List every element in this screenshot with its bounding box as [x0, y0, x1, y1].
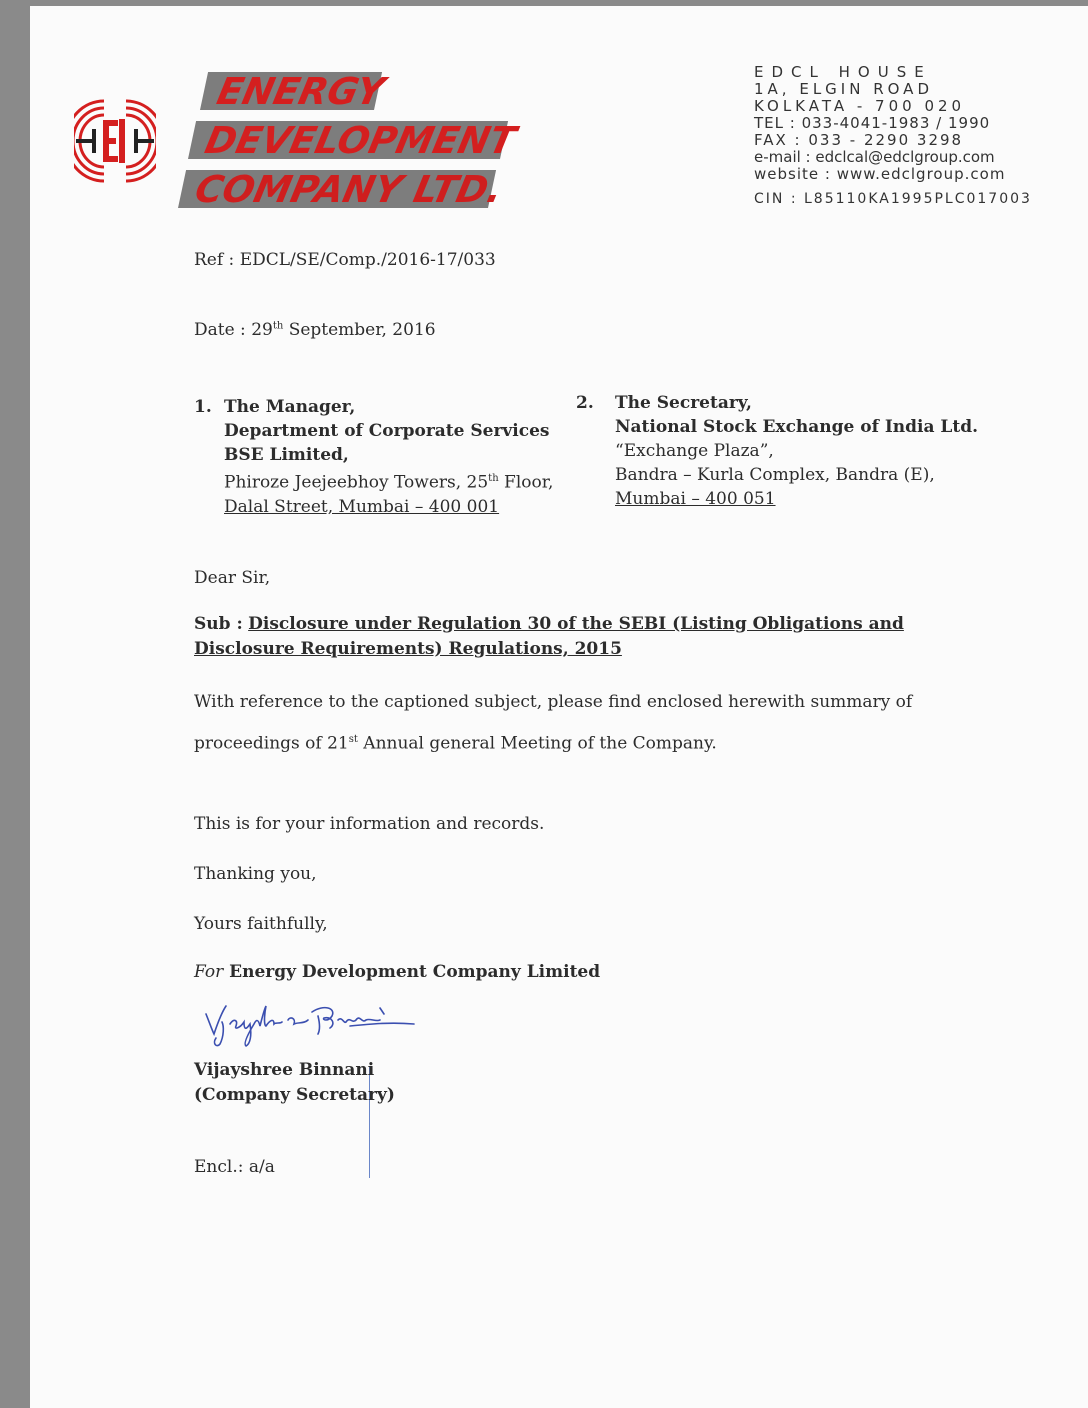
- company-logo-icon: [74, 93, 156, 189]
- recipient-city: Mumbai – 400 051: [615, 489, 776, 509]
- recipient-department: Department of Corporate Services: [224, 421, 550, 441]
- address-email: e-mail : edclcal@edclgroup.com: [754, 148, 995, 166]
- recipient-city: Dalal Street, Mumbai – 400 001: [224, 496, 500, 517]
- thanks-line: Thanking you,: [194, 864, 317, 884]
- subject-text: Disclosure under Regulation 30 of the SEBI (Listing Obligations and Disclosure Requirements) Regulations, 2015: [194, 614, 904, 659]
- recipient-org: BSE Limited,: [224, 445, 349, 465]
- recipient-address-line: Bandra – Kurla Complex, Bandra (E),: [615, 465, 935, 485]
- body-paragraph: With reference to the captioned subject, please find enclosed herewith summary of proceedings of 21st Annual general Meeting of the Company.: [194, 692, 913, 754]
- recipient-building: “Exchange Plaza”,: [615, 441, 774, 461]
- recipient-title: The Secretary,: [615, 393, 752, 413]
- signatory-title: (Company Secretary): [194, 1085, 395, 1105]
- company-name-banner-1: ENERGY: [200, 72, 382, 110]
- address-cin: CIN : L85110KA1995PLC017003: [754, 191, 1032, 207]
- signature-image: [200, 1000, 440, 1048]
- recipient-number: 2.: [576, 393, 594, 413]
- for-company: For Energy Development Company Limited: [194, 962, 601, 982]
- address-tel: TEL : 033-4041-1983 / 1990: [754, 114, 991, 132]
- recipient-address-line: Phiroze Jeejeebhoy Towers, 25th Floor,: [224, 472, 554, 493]
- subject-line: [194, 612, 950, 662]
- company-name-banner-3: COMPANY LTD.: [178, 170, 496, 208]
- letter-date: Date : 29th September, 2016: [194, 320, 436, 340]
- recipient-org: National Stock Exchange of India Ltd.: [615, 417, 979, 437]
- signature-stroke-line: [369, 1066, 370, 1178]
- company-name-banner-2: DEVELOPMENT: [188, 121, 508, 159]
- closing-line: Yours faithfully,: [194, 914, 328, 934]
- letterhead-address: [754, 64, 1032, 208]
- info-line: This is for your information and records.: [194, 814, 545, 834]
- salutation: Dear Sir,: [194, 568, 271, 588]
- recipient-bse: [194, 395, 574, 520]
- recipient-nse: [576, 391, 979, 516]
- address-name: EDCL HOUSE: [754, 63, 932, 81]
- address-website: website : www.edclgroup.com: [754, 165, 1006, 183]
- enclosure-note: Encl.: a/a: [194, 1157, 275, 1177]
- subject-label: Sub :: [194, 614, 243, 634]
- address-fax: FAX : 033 - 2290 3298: [754, 131, 964, 149]
- address-city: KOLKATA - 700 020: [754, 97, 966, 115]
- recipient-number: 1.: [194, 397, 212, 417]
- reference-number: Ref : EDCL/SE/Comp./2016-17/033: [194, 250, 496, 270]
- address-street: 1A, ELGIN ROAD: [754, 80, 933, 98]
- signatory-name: Vijayshree Binnani: [194, 1060, 375, 1080]
- recipient-title: The Manager,: [224, 397, 356, 417]
